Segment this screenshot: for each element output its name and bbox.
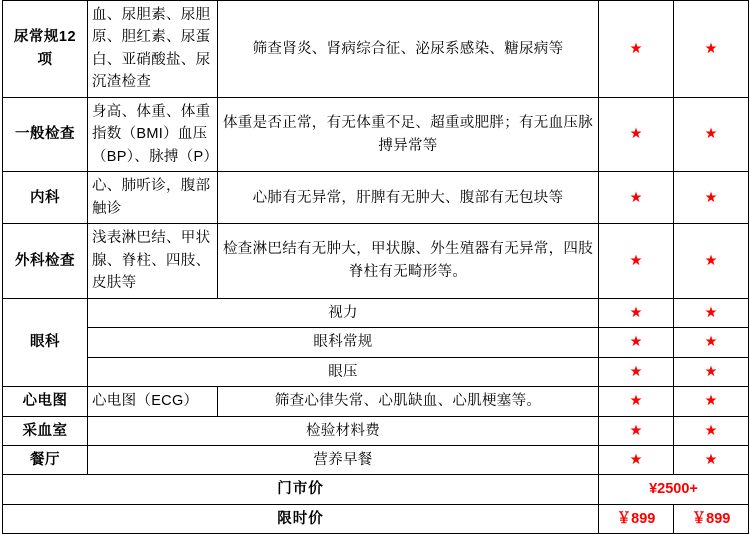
row-star-column-1: ★ [599,387,674,416]
list-price-row [3,475,749,504]
row-star-column-1: ★ [599,298,674,327]
row-star-column-2: ★ [674,97,749,171]
list-price-value: ¥2500+ [599,475,749,504]
row-description: 眼压 [88,357,599,386]
row-star-column-1: ★ [599,445,674,474]
row-item: 心电图（ECG） [88,387,218,416]
row-star-column-1: ★ [599,416,674,445]
row-star-column-1: ★ [599,357,674,386]
row-description: 检验材料费 [88,416,599,445]
row-star-column-1: ★ [599,224,674,298]
table-row [3,298,749,327]
row-star-column-1: ★ [599,97,674,171]
row-star-column-2: ★ [674,328,749,357]
row-category: 心电图 [3,387,88,416]
table-row [3,416,749,445]
row-star-column-2: ★ [674,416,749,445]
row-star-column-2: ★ [674,224,749,298]
table-row [3,357,749,386]
table-row [3,1,749,98]
row-star-column-1: ★ [599,1,674,98]
limited-price-value-1: ￥899 [599,504,674,533]
table-row [3,387,749,416]
table-row [3,445,749,474]
row-category: 内科 [3,172,88,224]
row-description: 筛查心律失常、心肌缺血、心肌梗塞等。 [218,387,599,416]
row-description: 眼科常规 [88,328,599,357]
list-price-label: 门市价 [3,475,599,504]
row-star-column-2: ★ [674,172,749,224]
table-row [3,224,749,298]
row-star-column-2: ★ [674,357,749,386]
row-description: 检查淋巴结有无肿大，甲状腺、外生殖器有无异常，四肢脊柱有无畸形等。 [218,224,599,298]
row-item: 血、尿胆素、尿胆原、胆红素、尿蛋白、亚硝酸盐、尿沉渣检查 [88,1,218,98]
row-star-column-1: ★ [599,328,674,357]
row-item: 身高、体重、体重指数（BMI）血压（BP）、脉搏（P） [88,97,218,171]
row-category: 餐厅 [3,445,88,474]
row-description: 营养早餐 [88,445,599,474]
row-description: 视力 [88,298,599,327]
table-row [3,97,749,171]
row-category: 一般检查 [3,97,88,171]
row-star-column-2: ★ [674,1,749,98]
row-star-column-2: ★ [674,298,749,327]
row-star-column-1: ★ [599,172,674,224]
limited-price-row [3,504,749,533]
medical-checkup-price-table [2,0,749,534]
table-row [3,328,749,357]
limited-price-label: 限时价 [3,504,599,533]
row-category: 外科检查 [3,224,88,298]
row-category: 采血室 [3,416,88,445]
row-category: 眼科 [3,298,88,386]
row-item: 心、肺听诊，腹部触诊 [88,172,218,224]
row-item: 浅表淋巴结、甲状腺、脊柱、四肢、皮肤等 [88,224,218,298]
table-row [3,172,749,224]
limited-price-value-2: ￥899 [674,504,749,533]
row-description: 筛查肾炎、肾病综合征、泌尿系感染、糖尿病等 [218,1,599,98]
row-category: 尿常规12项 [3,1,88,98]
row-description: 体重是否正常，有无体重不足、超重或肥胖；有无血压脉搏异常等 [218,97,599,171]
row-description: 心肺有无异常，肝脾有无肿大、腹部有无包块等 [218,172,599,224]
row-star-column-2: ★ [674,387,749,416]
row-star-column-2: ★ [674,445,749,474]
